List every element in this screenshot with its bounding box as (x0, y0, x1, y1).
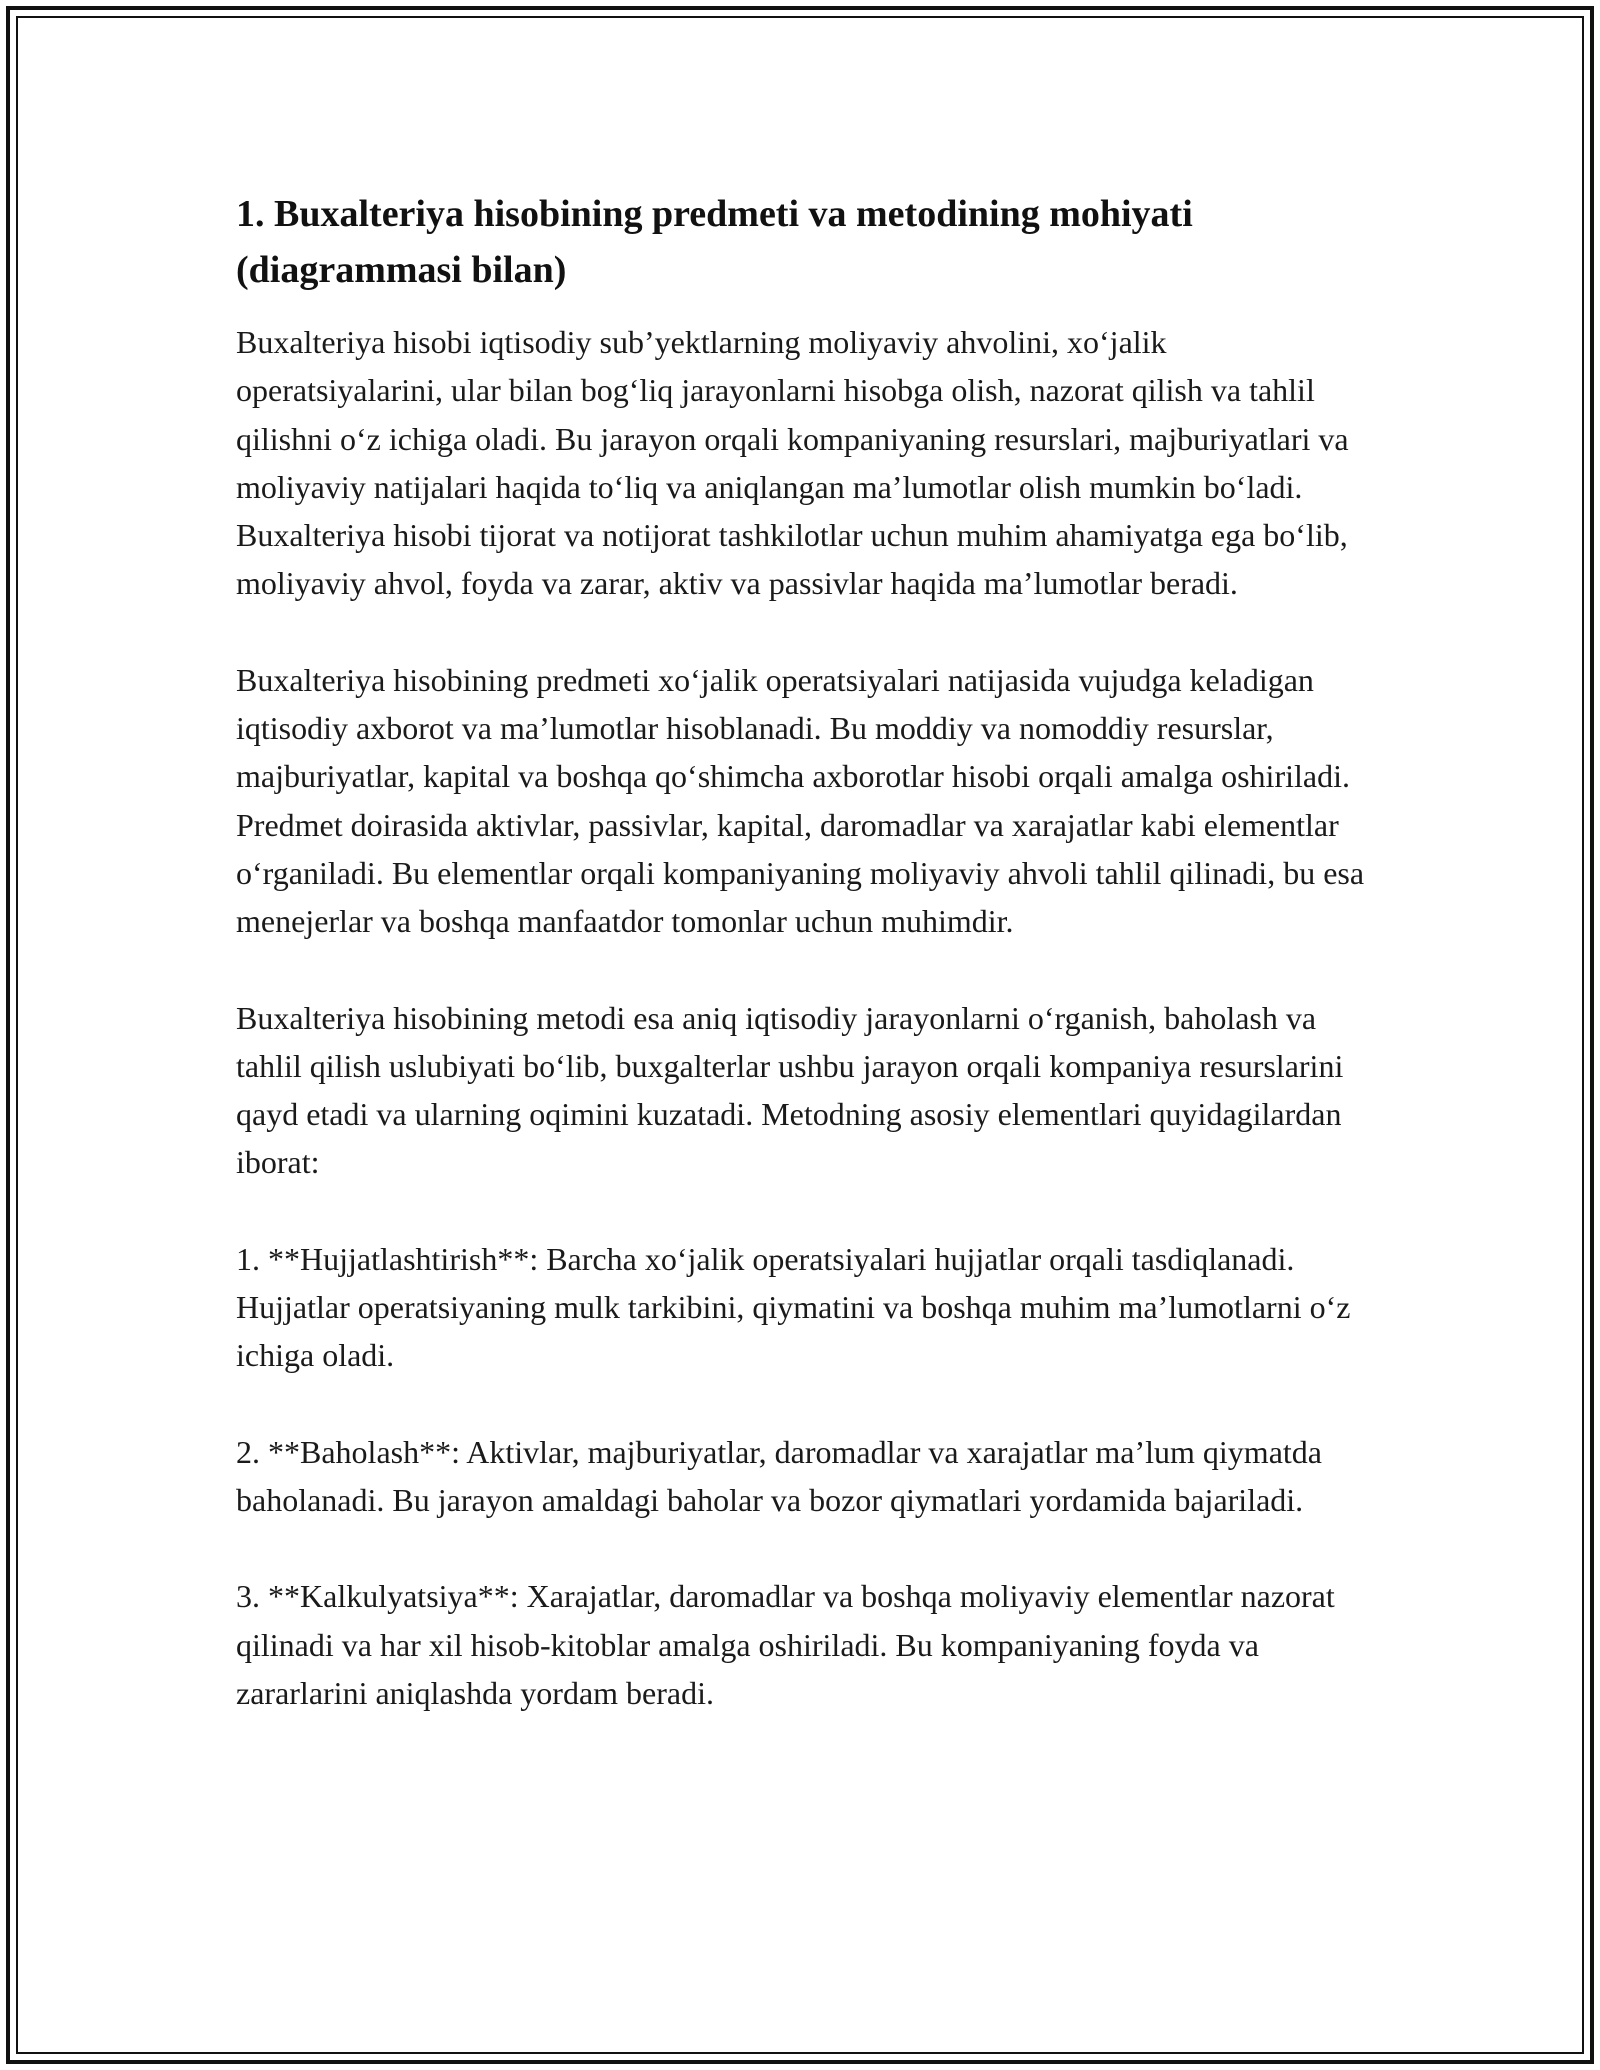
paragraph-subject: Buxalteriya hisobining predmeti xo‘jalik operatsiyalari natijasida vujudga keladigan iqtisodiy axborot va ma’lumotlar hisoblanadi. Bu moddiy va nomoddiy resurslar, majburiyatlar, kapital va boshqa qo‘shimcha axborotlar hisobi orqali amalga oshiriladi. Predmet doirasida aktivlar, passivlar, kapital, daromadlar va xarajatlar kabi elementlar o‘rganiladi. Bu elementlar orqali kompaniyaning moliyaviy ahvoli tahlil qilinadi, bu esa menejerlar va boshqa manfaatdor tomonlar uchun muhimdir. (236, 661, 1365, 940)
list-item-valuation: 2. **Baholash**: Aktivlar, majburiyatlar, daromadlar va xarajatlar ma’lum qiymatda baholanadi. Bu jarayon amaldagi baholar va bozor qiymatlari yordamida bajariladi. (236, 1433, 1322, 1518)
document-title: 1. Buxalteriya hisobining predmeti va metodining mohiyati (diagrammasi bilan) (236, 193, 1193, 291)
list-item-documentation: 1. **Hujjatlashtirish**: Barcha xo‘jalik operatsiyalari hujjatlar orqali tasdiqlanadi. Hujjatlar operatsiyaning mulk tarkibini, qiymatini va boshqa muhim ma’lumotlarni o‘z ichiga oladi. (236, 1240, 1351, 1374)
list-item-calculation: 3. **Kalkulyatsiya**: Xarajatlar, daromadlar va boshqa moliyaviy elementlar nazorat qilinadi va har xil hisob-kitoblar amalga oshiriladi. Bu kompaniyaning foyda va zararlarini aniqlashda yordam beradi. (236, 1578, 1335, 1711)
paragraph-intro: Buxalteriya hisobi iqtisodiy sub’yektlarning moliyaviy ahvolini, xo‘jalik operatsiyalarini, ular bilan bog‘liq jarayonlarni hisobga olish, nazorat qilish va tahlil qilishni o‘z ichiga oladi. Bu jarayon orqali kompaniyaning resurslari, majburiyatlari va moliyaviy natijalari haqida to‘liq va aniqlangan ma’lumotlar olish mumkin bo‘ladi. Buxalteriya hisobi tijorat va notijorat tashkilotlar uchun muhim ahamiyatga ega bo‘lib, moliyaviy ahvol, foyda va zarar, aktiv va passivlar haqida ma’lumotlar beradi. (236, 324, 1349, 602)
paragraph-method: Buxalteriya hisobining metodi esa aniq iqtisodiy jarayonlarni o‘rganish, baholash va tahlil qilish uslubiyati bo‘lib, buxgalterlar ushbu jarayon orqali kompaniya resurslarini qayd etadi va ularning oqimini kuzatadi. Metodning asosiy elementlari quyidagilardan iborat: (236, 999, 1344, 1181)
document-body (236, 186, 1376, 1717)
